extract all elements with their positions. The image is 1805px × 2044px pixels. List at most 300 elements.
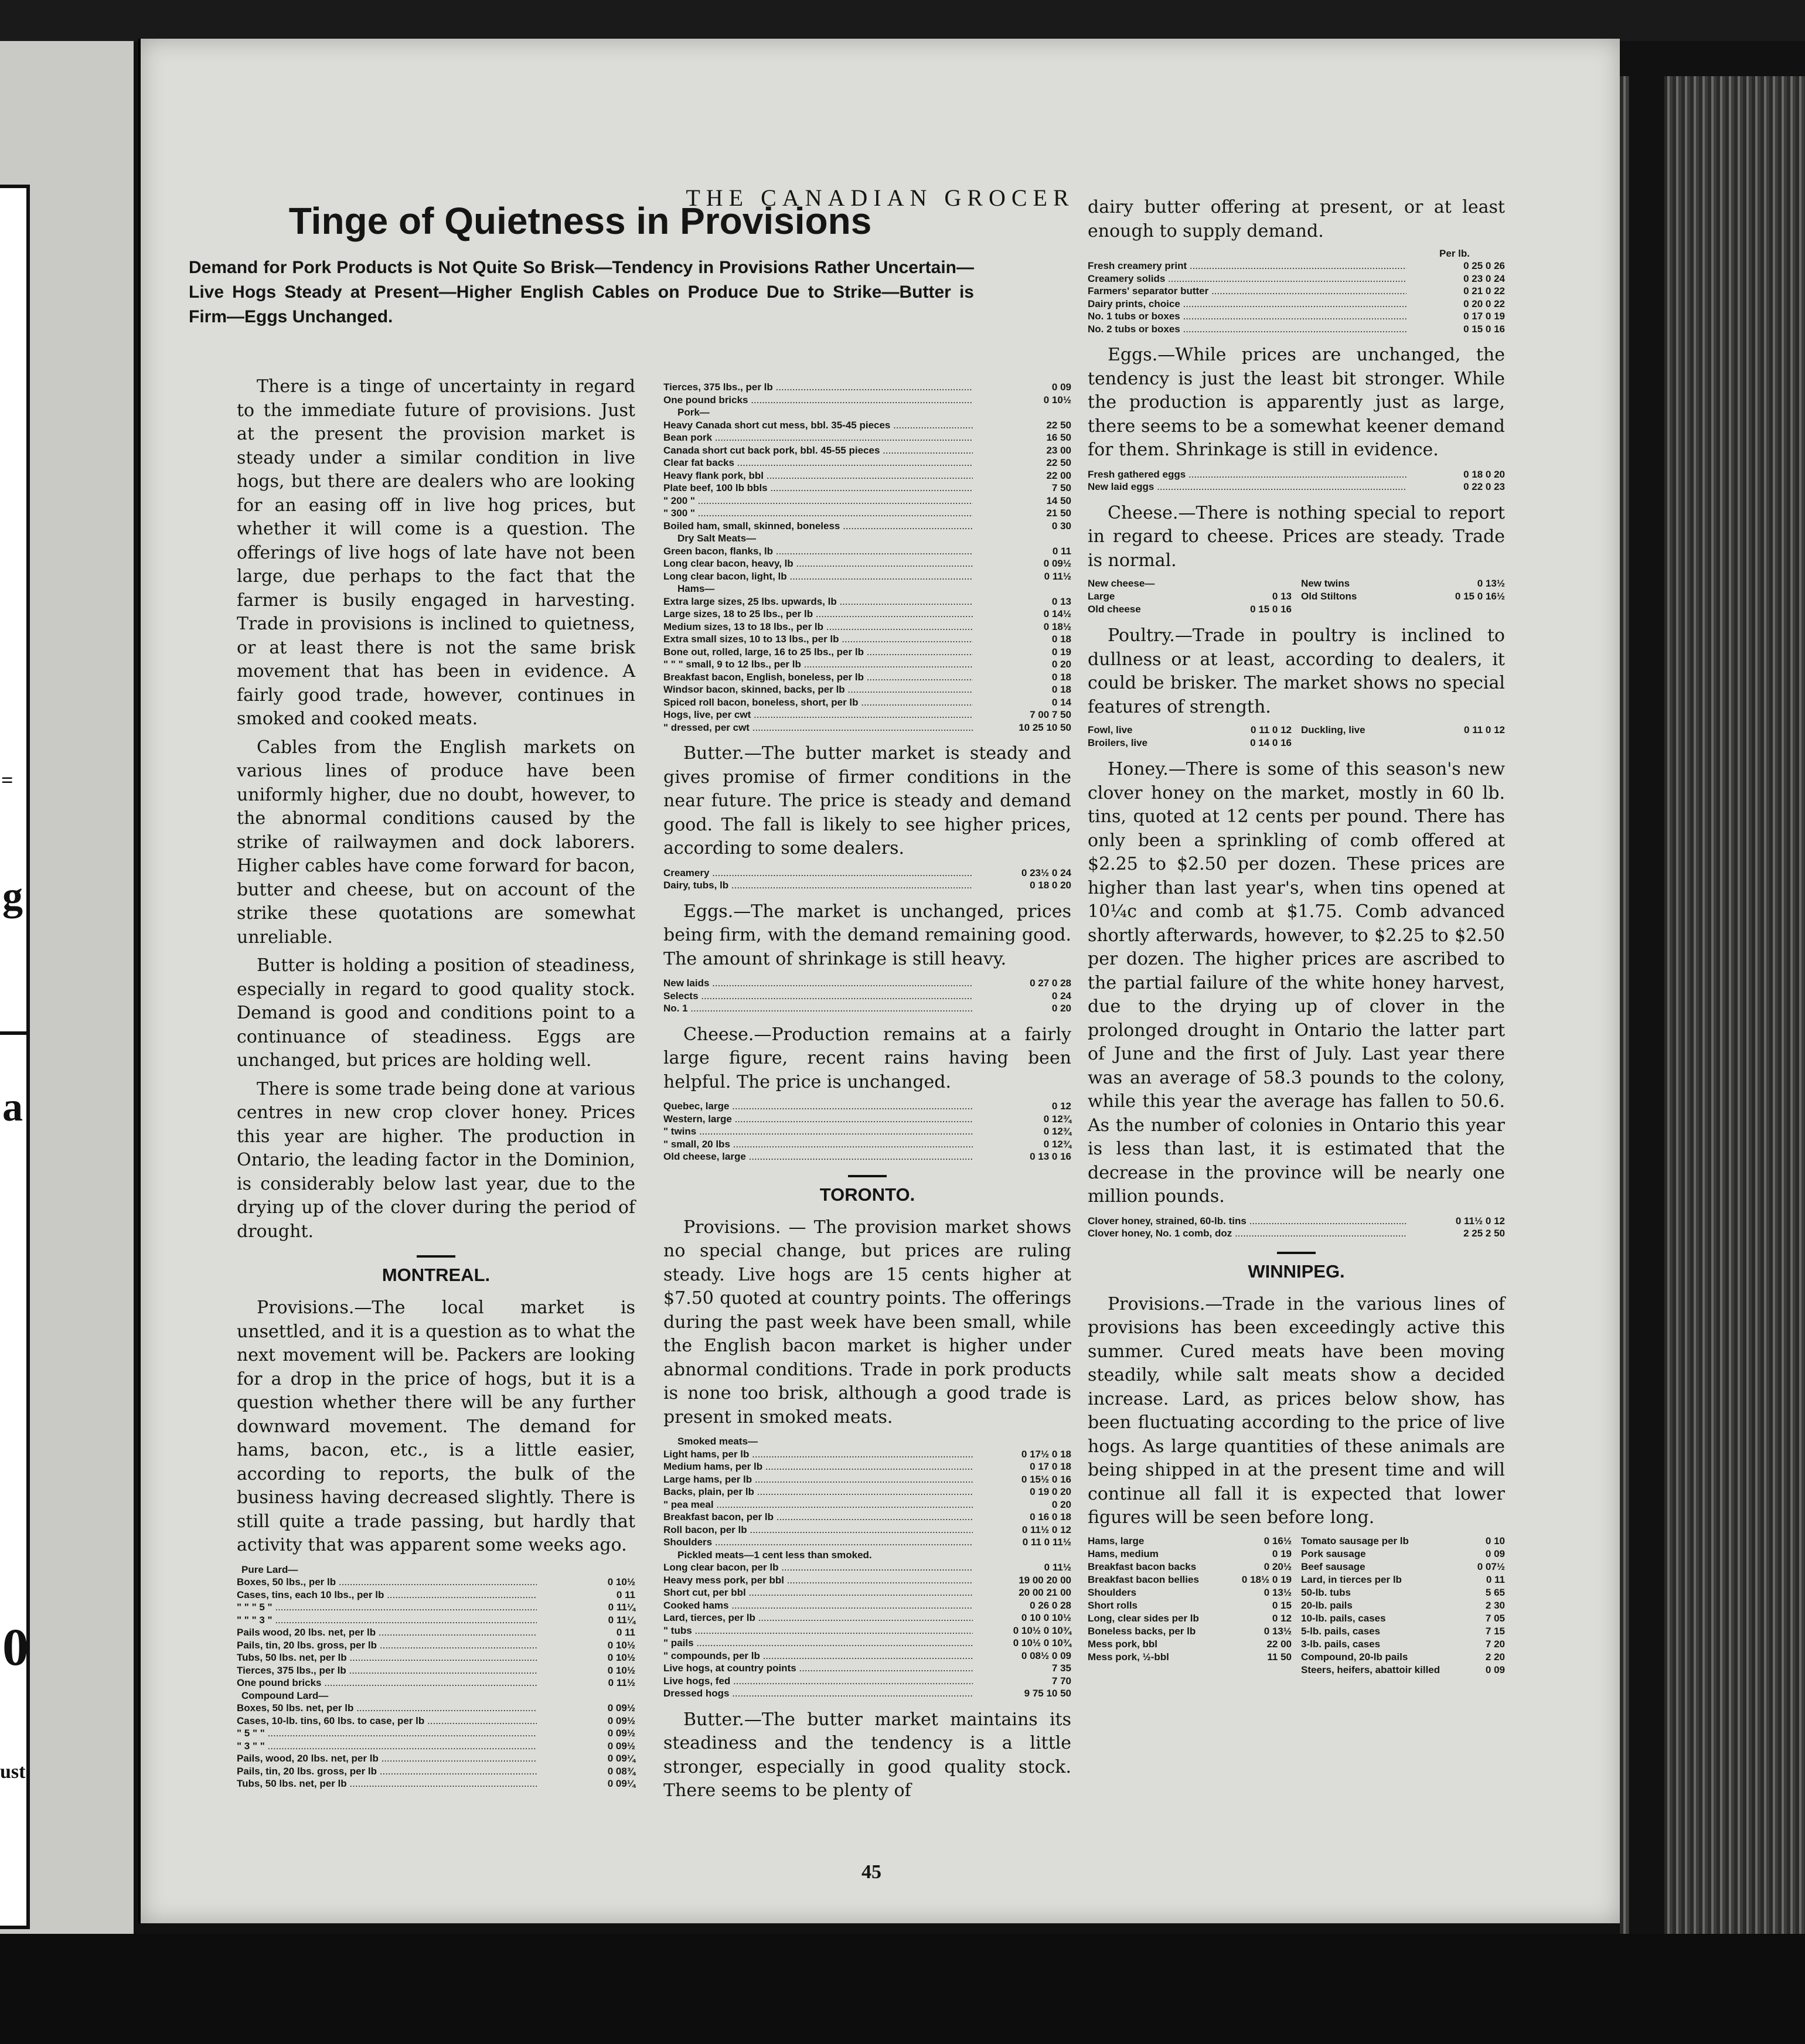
table-right [1301,1535,1505,1677]
row-value: 7 15 [1485,1625,1505,1637]
table-row [1301,1664,1505,1677]
table-row [663,520,1071,533]
row-label: Breakfast bacon backs [1088,1561,1197,1572]
row-value: 0 09¼ [607,1753,635,1764]
paragraph: Provisions.—Trade in the various lines of provisions has been exceedingly active this summer. Cured meats have been moving steadily, while salt meats show a decided increase. Lard, as prices below show, has been fluctuating according to the price of live hogs. As large quantities of these animals are being shipped in at the present time and will continue all fall it is expected that lower figures will be seen before long. [1088,1293,1505,1528]
paragraph: Butter.—The butter market maintains its steadiness and the tendency is a little stronger, especially in good quality stock. There seems to be plenty of [663,1709,1071,1801]
table-row [237,1589,635,1602]
row-value: 0 12¾ [1043,1138,1071,1150]
row-label: Breakfast bacon, English, boneless, per lb ..... [663,671,973,684]
table-row [663,419,1071,432]
price-table [663,977,1071,1015]
row-label: " " " 3 " ..... [237,1614,537,1627]
table-row [1088,1625,1292,1638]
table-header: Smoked meats— [677,1436,758,1447]
row-value: 0 19 [1051,646,1071,658]
row-label: " pea meal ..... [663,1498,973,1511]
row-value: 0 10½ [607,1652,635,1663]
row-label: Broilers, live [1088,737,1148,748]
table-rows [237,1702,635,1790]
row-label: Breakfast bacon, per lb ..... [663,1511,973,1524]
row-value: 0 20 0 22 [1463,298,1505,309]
row-value: 0 17 0 18 [1030,1461,1071,1472]
paragraph: Honey.—There is some of this season's new clover honey on the market, mostly in 60 lb. tins, quoted at 12 cents per pound. There has only been a sprinkling of comb offered at $2.25 to $2.50 per dozen. These prices are higher than last year's, when tins opened at 10¼c and comb at $1.75. Comb advanced shortly afterwards, however, to $2.25 to $2.50 per dozen. The higher prices are ascribed to the partial failure of the white honey harvest, due to the drying up of clover in the prolonged drought in Ontario the latter part of June and the first of July. Last year there was an average of 58.3 pounds to the colony, while this year the average has fallen to 50.6. As the number of colonies in Ontario this year is less than last, it is estimated that the decrease in the province will be nearly one million pounds. [1088,759,1505,1207]
table-header: Pure Lard— [241,1563,298,1575]
row-value: 0 10½ [607,1576,635,1587]
row-value: 0 16 0 18 [1030,1511,1071,1522]
row-value: 0 11½ 0 12 [1021,1524,1071,1535]
row-label: Medium hams, per lb ..... [663,1460,973,1473]
table-row [237,1777,635,1790]
row-label: 5-lb. pails, cases [1301,1625,1381,1637]
row-value: 0 30 [1051,520,1071,532]
row-label: No. 1 ..... [663,1002,973,1015]
row-value: 0 11 [616,1627,635,1638]
table-row [663,381,1071,394]
row-value: 0 14½ [1043,608,1071,619]
row-label: Hams, large [1088,1535,1145,1546]
row-label: No. 2 tubs or boxes ..... [1088,323,1406,336]
paragraph: There is some trade being done at various centres in new crop clover honey. Prices this year are higher. The production in Ontario, the leading factor in the Dominion, is considerably below last year, due to the drying up of the clover during the period of drought. [237,1078,635,1242]
table-row [1088,1215,1505,1228]
table-left [1088,1535,1292,1677]
table-row [1088,323,1505,336]
row-label: No. 1 tubs or boxes ..... [1088,310,1406,323]
row-value: 22 50 [1046,457,1071,468]
row-label: Heavy mess pork, per bbl ..... [663,1574,973,1587]
table-row [237,1576,635,1589]
table-row [1088,737,1292,750]
paragraph: Poultry.—Trade in poultry is inclined to dullness or at least, according to dealers, it could be brisker. The market shows no special features of strength. [1088,625,1505,717]
table-header: Dry Salt Meats— [677,533,757,544]
row-label: Pails, tin, 20 lbs. gross, per lb ..... [237,1765,537,1778]
table-row [1088,481,1505,493]
table-rows [663,1448,1071,1549]
table-row [663,721,1071,734]
row-value: 0 11½ [1044,1562,1071,1573]
row-label: Boxes, 50 lbs. net, per lb ..... [237,1702,537,1715]
table-row [663,1002,1071,1015]
section-rule [417,1255,455,1258]
row-value: 0 08¾ [607,1765,635,1777]
row-value: 7 05 [1485,1612,1505,1624]
row-value: 0 16½ [1264,1535,1292,1546]
row-label: Old cheese [1088,604,1141,615]
table-left [1088,724,1292,750]
row-value: 0 11 0 11½ [1022,1537,1071,1548]
row-label: " 300 " ..... [663,507,973,520]
row-label: " 200 " ..... [663,495,973,507]
price-table [1088,468,1505,493]
table-row [1301,1651,1505,1664]
section-heading-montreal: MONTREAL. [382,1265,491,1285]
table-row [1088,468,1505,481]
row-value: 0 26 0 28 [1030,1599,1071,1611]
row-value: 2 20 [1485,1651,1505,1663]
row-label: " dressed, per cwt ..... [663,721,973,734]
row-label: " tubs ..... [663,1624,973,1637]
left-char-1: = [1,768,13,792]
left-char-2: g [2,874,23,919]
row-label: Beef sausage [1301,1561,1365,1572]
row-value: 0 13½ [1264,1625,1292,1637]
table-row [663,507,1071,520]
page-number: 45 [861,1861,881,1883]
paragraph: Butter.—The butter market is steady and gives promise of firmer conditions in the near future. The price is steady and demand good. The fall is likely to see higher prices, according to some dealers. [663,743,1071,859]
row-value: 0 20 [1051,659,1071,670]
deck: Demand for Pork Products is Not Quite So Brisk—Tendency in Provisions Rather Uncertain—Live Hogs Steady at Present—Higher English Cables on Produce Due to Strike—Butter is Firm—Eggs Unchanged. [189,258,974,326]
table-row [1088,310,1505,323]
row-label: Lard, in tierces per lb [1301,1573,1402,1585]
row-value: 0 12 [1272,1612,1292,1624]
table-row [1301,1548,1505,1561]
row-label: Dressed hogs ..... [663,1687,973,1700]
row-label: Long clear bacon, per lb ..... [663,1561,973,1574]
table-row [237,1752,635,1765]
table-row [663,1524,1071,1537]
table-row [237,1727,635,1740]
table-row [237,1651,635,1664]
row-value: 0 17½ 0 18 [1021,1448,1071,1460]
row-value: 0 11 [1486,1573,1505,1585]
row-value: 22 00 [1266,1638,1292,1650]
row-label: Dairy, tubs, lb ..... [663,879,973,892]
row-label: Tomato sausage per lb [1301,1535,1409,1546]
row-label: Extra small sizes, 10 to 13 lbs., per lb ..... [663,633,973,646]
row-label: Fowl, live [1088,724,1133,735]
table-row [663,696,1071,709]
row-label: Live hogs, at country points ..... [663,1662,973,1675]
row-label: Creamery ..... [663,867,973,880]
table-row [663,977,1071,990]
row-label: Boneless backs, per lb [1088,1625,1196,1637]
table-row [663,867,1071,880]
left-char-3: a [2,1085,23,1130]
row-value: 0 25 0 26 [1463,260,1505,271]
table-row [237,1601,635,1614]
paragraph: dairy butter offering at present, or at least enough to supply demand. [1088,197,1505,241]
row-label: Creamery solids ..... [1088,272,1406,285]
row-value: 0 09½ [607,1728,635,1739]
row-label: Hams, medium [1088,1548,1159,1559]
cheese-table [1088,577,1505,616]
table-row [1301,1638,1505,1651]
left-char-5: ust [0,1761,26,1783]
paragraph: Butter is holding a position of steadiness, especially in regard to good quality stock. Demand is good and conditions point to a continuance of steadiness. Eggs are unchanged, but prices are holding well. [237,955,635,1071]
table-row [237,1702,635,1715]
row-label: Compound, 20-lb pails [1301,1651,1408,1663]
row-label: 10-lb. pails, cases [1301,1612,1386,1624]
table-row [1088,298,1505,311]
table-row [663,1498,1071,1511]
row-label: New twins [1301,578,1350,589]
row-label: Long clear bacon, light, lb ..... [663,570,973,583]
row-label: Extra large sizes, 25 lbs. upwards, lb ..... [663,595,973,608]
row-value: 16 50 [1046,432,1071,443]
row-label: New laid eggs ..... [1088,481,1406,493]
row-label: 50-lb. tubs [1301,1586,1351,1598]
row-label: Short rolls [1088,1599,1138,1611]
row-value: 0 10½ 0 10¾ [1013,1624,1071,1636]
row-value: 19 00 20 00 [1019,1574,1071,1586]
row-value: 0 14 0 16 [1250,737,1292,748]
table-row [237,1740,635,1753]
winnipeg-table [1088,1535,1505,1677]
row-value: 0 13½ [1477,578,1505,589]
row-label: One pound bricks ..... [663,394,973,407]
row-value: 0 20½ [1264,1561,1292,1572]
row-label: " compounds, per lb ..... [663,1650,973,1663]
column-3 [1088,196,1505,1685]
table-row [1088,724,1292,737]
row-value: 22 50 [1046,419,1071,431]
row-label: Medium sizes, 13 to 18 lbs., per lb ..... [663,621,973,633]
table-row [237,1715,635,1728]
background-top [0,0,1805,41]
section-heading-winnipeg: WINNIPEG. [1248,1261,1345,1282]
row-label: " small, 20 lbs ..... [663,1138,973,1151]
row-value: 0 13 [1051,595,1071,607]
table-row [1088,1599,1292,1612]
row-label: Breakfast bacon bellies [1088,1573,1199,1585]
row-value: 0 18 0 20 [1030,880,1071,891]
row-value: 0 09 [1485,1548,1505,1559]
table-row [1088,1548,1292,1561]
row-label: One pound bricks ..... [237,1677,537,1689]
table-row [663,1650,1071,1663]
row-label: Old Stiltons [1301,591,1357,602]
row-value: 0 18½ [1043,621,1071,632]
table-row [663,671,1071,684]
column-2 [663,375,1071,1808]
table-row [1088,260,1505,272]
row-label: Mess pork, bbl [1088,1638,1158,1650]
left-box-bottom [0,1031,30,1929]
row-label: Lard, tierces, per lb ..... [663,1612,973,1624]
table-row [663,1637,1071,1650]
row-label: Quebec, large ..... [663,1100,973,1113]
row-value: 2 25 2 50 [1463,1228,1505,1239]
row-value: 0 13 0 16 [1030,1151,1071,1162]
row-label: Clover honey, No. 1 comb, doz ..... [1088,1227,1406,1240]
book-cover-edge [1629,76,1664,1969]
row-value: 0 15½ 0 16 [1021,1473,1071,1485]
row-value: 0 23 0 24 [1463,272,1505,284]
row-label: Farmers' separator butter ..... [1088,285,1406,298]
table-row [663,633,1071,646]
row-value: 0 17 0 19 [1463,311,1505,322]
table-row [1301,1586,1505,1599]
row-value: 0 18 0 20 [1463,468,1505,480]
row-label: Hogs, live, per cwt ..... [663,708,973,721]
row-label: Canada short cut back pork, bbl. 45-55 pieces ..... [663,444,973,457]
row-label: " 3 " " ..... [237,1740,537,1753]
row-value: 7 00 7 50 [1030,709,1071,720]
row-label: Boiled ham, small, skinned, boneless ..... [663,520,973,533]
paragraph: Eggs.—While prices are unchanged, the tendency is just the least bit stronger. While the production is apparently just as large, there seems to be a somewhat keener demand for them. Shrinkage is still in evidence. [1088,345,1505,460]
table-rows [663,595,1071,734]
row-label: Large hams, per lb ..... [663,1473,973,1486]
row-label: New laids ..... [663,977,973,990]
row-value: 11 50 [1267,1651,1292,1663]
table-row [663,1687,1071,1700]
table-row [663,1511,1071,1524]
row-value: 0 18 [1051,633,1071,645]
row-value: 0 11½ [1044,570,1071,582]
table-row [237,1765,635,1778]
poultry-table [1088,724,1505,750]
row-label: Shoulders [1088,1586,1137,1598]
row-label: Large sizes, 18 to 25 lbs., per lb ..... [663,608,973,621]
row-value: 0 19 0 20 [1030,1486,1071,1497]
row-value: 21 50 [1046,507,1071,519]
table-row [1088,285,1505,298]
price-table [663,1435,1071,1700]
row-value: 0 11½ 0 12 [1455,1215,1505,1227]
row-label: Tubs, 50 lbs. net, per lb ..... [237,1651,537,1664]
headline: Tinge of Quietness in Provisions [288,200,872,242]
row-value: 0 20 [1051,1498,1071,1510]
row-value: 0 15 0 16 [1463,323,1505,335]
table-row [663,545,1071,558]
table-row [663,621,1071,633]
table-rows [663,545,1071,583]
row-value: 0 11¼ [608,1602,635,1613]
row-value: 10 25 10 50 [1019,721,1071,733]
table-note: Pickled meats—1 cent less than smoked. [677,1549,872,1561]
table-row [663,1586,1071,1599]
table-row [1088,1227,1505,1240]
row-value: 0 12 [1051,1101,1071,1112]
row-label: New cheese— [1088,578,1155,589]
row-label: Cooked hams ..... [663,1599,973,1612]
row-label: Plate beef, 100 lb bbls ..... [663,482,973,495]
section-rule [1277,1252,1316,1254]
table-row [1301,1535,1505,1548]
row-value: 0 10½ [607,1639,635,1651]
table-rows [663,381,1071,406]
table-row [663,444,1071,457]
row-value: 0 10½ [607,1664,635,1676]
table-row [663,1599,1071,1612]
table-row [1088,1535,1292,1548]
row-value: 14 50 [1046,495,1071,506]
left-page-fragment [0,41,134,1934]
table-row [1088,603,1292,616]
row-label: Bone out, rolled, large, 16 to 25 lbs., per lb ..... [663,646,973,659]
row-value: 0 11 [616,1589,635,1600]
row-label: Heavy Canada short cut mess, bbl. 35-45 pieces ..... [663,419,973,432]
row-label: Light hams, per lb ..... [663,1448,973,1461]
row-label: " pails ..... [663,1637,973,1650]
table-row [663,1113,1071,1126]
table-row [663,1675,1071,1688]
table-right [1301,577,1505,616]
row-value: 0 09½ [607,1702,635,1713]
row-value: 0 08½ 0 09 [1021,1650,1071,1661]
row-label: " 5 " " ..... [237,1727,537,1740]
table-row [663,1448,1071,1461]
row-value: 0 27 0 28 [1030,977,1071,989]
table-header: Pork— [677,407,710,418]
row-value: 0 10 [1485,1535,1505,1546]
table-row [663,557,1071,570]
row-label: Selects ..... [663,990,973,1003]
row-label: 20-lb. pails [1301,1599,1353,1611]
row-value: 0 10½ 0 10¾ [1013,1637,1071,1648]
price-table [663,1100,1071,1163]
table-row [1088,590,1292,603]
table-row [663,1150,1071,1163]
table-row [663,394,1071,407]
row-label: Mess pork, ½-bbl [1088,1651,1169,1663]
row-value: 23 00 [1046,444,1071,456]
table-row [663,595,1071,608]
table-row [237,1664,635,1677]
table-row [663,1486,1071,1498]
row-value: 0 07½ [1477,1561,1505,1572]
table-row [663,1473,1071,1486]
row-label: Tierces, 375 lbs., per lb ..... [237,1664,537,1677]
row-label: Shoulders ..... [663,1536,973,1549]
table-row [663,1138,1071,1151]
row-label: Pork sausage [1301,1548,1366,1559]
table-row [1088,272,1505,285]
row-label: Fresh gathered eggs ..... [1088,468,1406,481]
row-value: 0 15 [1272,1599,1292,1611]
paragraph: Cheese.—There is nothing special to report in regard to cheese. Prices are steady. Trade is normal. [1088,502,1505,571]
row-value: 0 19 [1272,1548,1292,1559]
row-value: 7 35 [1051,1663,1071,1674]
row-value: 0 11 0 12 [1251,724,1292,735]
row-value: 0 18 [1051,671,1071,683]
table-rows [663,419,1071,533]
table-row [663,1624,1071,1637]
table-row [663,469,1071,482]
paragraph: Cheese.—Production remains at a fairly large figure, recent rains having been helpful. The price is unchanged. [663,1024,1071,1092]
row-label: Duckling, live [1301,724,1365,735]
row-value: 0 15 0 16 [1250,604,1292,615]
table-row [1088,1651,1292,1664]
row-value: 0 13 [1272,591,1292,602]
row-label: Boxes, 50 lbs., per lb ..... [237,1576,537,1589]
row-label: Dairy prints, choice ..... [1088,298,1406,311]
table-row [1301,1561,1505,1573]
row-label: Pails, wood, 20 lbs. net, per lb ..... [237,1752,537,1765]
table-row [663,708,1071,721]
row-value: 0 12¾ [1043,1126,1071,1137]
table-row [1301,1625,1505,1638]
row-label: Heavy flank pork, bbl ..... [663,469,973,482]
left-char-4: 0 [2,1619,29,1677]
row-value: 0 11½ [608,1677,635,1688]
price-table [663,867,1071,892]
row-value: 7 20 [1485,1638,1505,1650]
table-row [663,658,1071,671]
row-label: Steers, heifers, abattoir killed [1301,1664,1440,1675]
row-label: " " " 5 " ..... [237,1601,537,1614]
table-row [1301,1612,1505,1625]
row-value: 22 00 [1046,469,1071,481]
row-label: Roll bacon, per lb ..... [663,1524,973,1537]
row-value: 0 11 [1052,545,1071,557]
section-heading-toronto: TORONTO. [819,1184,915,1205]
row-label: Long clear bacon, heavy, lb ..... [663,557,973,570]
row-label: " twins ..... [663,1125,973,1138]
row-value: 0 09½ [607,1740,635,1752]
row-label: Short cut, per bbl ..... [663,1586,973,1599]
column-1 [237,375,635,1798]
